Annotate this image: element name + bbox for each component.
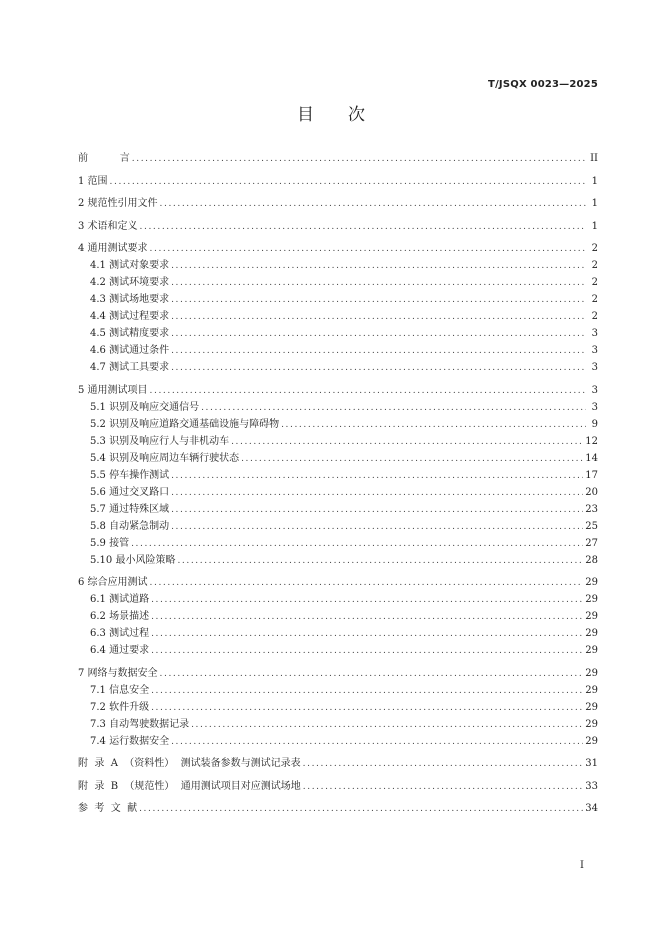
toc-entry-label: 2 规范性引用文件 bbox=[78, 198, 158, 209]
toc-entry-label: 附 录 B （规范性） 通用测试项目对应测试场地 bbox=[78, 780, 301, 792]
toc-entry-label: 5.10 最小风险策略 bbox=[90, 554, 176, 566]
toc-entry[interactable] bbox=[78, 608, 598, 625]
toc-entry-page: 9 bbox=[591, 418, 598, 430]
toc-entry-label: 7 网络与数据安全 bbox=[78, 667, 158, 679]
toc-entry-page: 28 bbox=[585, 554, 598, 566]
toc-entry[interactable] bbox=[78, 257, 598, 274]
toc-entry-label: 1 范围 bbox=[78, 175, 108, 187]
footer-page-number: I bbox=[580, 860, 584, 871]
toc-entry-label: 4.5 测试精度要求 bbox=[90, 328, 170, 339]
toc-entry-page: 14 bbox=[585, 452, 598, 464]
toc-entry[interactable] bbox=[78, 433, 598, 450]
toc-entry-label: 6.4 通过要求 bbox=[90, 645, 150, 656]
title-char-1: 目 bbox=[297, 105, 314, 125]
toc-leader-dots bbox=[132, 151, 586, 168]
toc-entry-page: 2 bbox=[591, 311, 598, 322]
toc-leader-dots bbox=[171, 485, 583, 502]
toc-entry-page: 29 bbox=[585, 611, 598, 622]
toc-entry-label: 4.4 测试过程要求 bbox=[90, 311, 170, 322]
toc-entry-page: 25 bbox=[585, 520, 598, 532]
toc-entry[interactable] bbox=[78, 218, 598, 235]
toc-entry-label: 7.3 自动驾驶数据记录 bbox=[90, 718, 190, 730]
toc-entry-page: 1 bbox=[591, 220, 598, 232]
toc-entry-label: 4.7 测试工具要求 bbox=[90, 362, 170, 373]
toc-entry[interactable] bbox=[78, 240, 598, 257]
toc-entry[interactable] bbox=[78, 518, 598, 535]
toc-entry-page: 29 bbox=[585, 701, 598, 713]
toc-entry[interactable] bbox=[78, 359, 598, 376]
toc-entry-label: 7.2 软件升级 bbox=[90, 701, 150, 713]
toc-leader-dots bbox=[171, 468, 583, 485]
toc-entry[interactable] bbox=[78, 591, 598, 608]
toc-entry[interactable] bbox=[78, 416, 598, 433]
toc-entry[interactable] bbox=[78, 382, 598, 399]
toc-entry-page: 17 bbox=[585, 469, 598, 481]
toc-entry-page: 23 bbox=[585, 503, 598, 515]
toc-entry-page: 29 bbox=[585, 628, 598, 639]
toc-entry-page: 1 bbox=[591, 175, 598, 187]
toc-leader-dots bbox=[171, 519, 583, 536]
toc-leader-dots bbox=[150, 575, 584, 592]
toc-leader-dots bbox=[151, 592, 583, 609]
toc-leader-dots bbox=[171, 326, 586, 343]
toc-entry-page: 1 bbox=[591, 198, 598, 209]
toc-entry[interactable] bbox=[78, 642, 598, 659]
toc-entry[interactable] bbox=[78, 484, 598, 501]
toc-leader-dots bbox=[160, 196, 586, 213]
toc-entry[interactable] bbox=[78, 399, 598, 416]
toc-leader-dots bbox=[151, 609, 583, 626]
toc-leader-dots bbox=[160, 666, 584, 683]
toc-entry-label: 3 术语和定义 bbox=[78, 220, 138, 232]
toc-entry-page: 3 bbox=[591, 362, 598, 373]
toc-entry-label: 4.1 测试对象要求 bbox=[90, 260, 170, 271]
toc-entry-label: 5.9 接管 bbox=[90, 537, 130, 549]
toc-entry-page: 29 bbox=[585, 594, 598, 605]
toc-leader-dots bbox=[303, 779, 583, 796]
toc-entry-page: 31 bbox=[585, 758, 598, 769]
toc-entry-label: 6.3 测试过程 bbox=[90, 628, 150, 639]
toc-leader-dots bbox=[151, 683, 583, 700]
toc-entry-label: 前 言 bbox=[78, 153, 130, 164]
toc-entry[interactable] bbox=[78, 699, 598, 716]
toc-entry[interactable] bbox=[78, 150, 598, 167]
toc-leader-dots bbox=[303, 756, 584, 773]
toc-entry[interactable] bbox=[78, 450, 598, 467]
toc-entry-label: 7.4 运行数据安全 bbox=[90, 735, 170, 747]
toc-entry[interactable] bbox=[78, 574, 598, 591]
toc-entry-page: 29 bbox=[585, 684, 598, 696]
toc-entry-page: 29 bbox=[585, 577, 598, 588]
toc-leader-dots bbox=[139, 801, 583, 818]
toc-entry[interactable] bbox=[78, 716, 598, 733]
toc-entry-label: 5.5 停车操作测试 bbox=[90, 469, 170, 481]
toc-leader-dots bbox=[171, 309, 586, 326]
toc-entry-label: 6.2 场景描述 bbox=[90, 611, 150, 622]
toc-entry-label: 4.6 测试通过条件 bbox=[90, 345, 170, 356]
toc-leader-dots bbox=[110, 174, 586, 191]
toc-entry[interactable] bbox=[78, 501, 598, 518]
toc-entry[interactable] bbox=[78, 755, 598, 772]
toc-entry-label: 6.1 测试道路 bbox=[90, 594, 150, 605]
table-of-contents bbox=[78, 150, 598, 817]
toc-leader-dots bbox=[140, 219, 586, 236]
toc-entry[interactable] bbox=[78, 552, 598, 569]
toc-leader-dots bbox=[171, 360, 586, 377]
toc-entry[interactable] bbox=[78, 173, 598, 190]
toc-entry[interactable] bbox=[78, 308, 598, 325]
toc-leader-dots bbox=[231, 434, 583, 451]
toc-entry-page: 29 bbox=[585, 718, 598, 730]
toc-leader-dots bbox=[151, 626, 583, 643]
toc-leader-dots bbox=[191, 717, 583, 734]
toc-entry-label: 4.2 测试环境要求 bbox=[90, 277, 170, 288]
toc-entry-label: 4.3 测试场地要求 bbox=[90, 294, 170, 305]
toc-entry[interactable] bbox=[78, 535, 598, 552]
toc-entry-page: 29 bbox=[585, 667, 598, 679]
toc-entry[interactable] bbox=[78, 665, 598, 682]
toc-entry-page: 2 bbox=[591, 243, 598, 254]
toc-leader-dots bbox=[171, 502, 583, 519]
toc-entry-page: 2 bbox=[591, 294, 598, 305]
toc-entry-label: 5.8 自动紧急制动 bbox=[90, 520, 170, 532]
toc-leader-dots bbox=[171, 734, 583, 751]
toc-entry-page: 3 bbox=[591, 401, 598, 413]
toc-leader-dots bbox=[281, 417, 586, 434]
toc-leader-dots bbox=[151, 643, 583, 660]
toc-entry[interactable] bbox=[78, 778, 598, 795]
toc-entry[interactable] bbox=[78, 733, 598, 750]
toc-entry-page: 3 bbox=[591, 345, 598, 356]
toc-entry-label: 5.7 通过特殊区域 bbox=[90, 503, 170, 515]
toc-entry-page: 27 bbox=[585, 537, 598, 549]
toc-leader-dots bbox=[201, 400, 586, 417]
toc-leader-dots bbox=[151, 700, 583, 717]
toc-leader-dots bbox=[171, 343, 586, 360]
toc-entry-label: 参 考 文 献 bbox=[78, 803, 138, 814]
toc-entry-label: 5.4 识别及响应周边车辆行驶状态 bbox=[90, 452, 240, 464]
toc-entry-page: 2 bbox=[591, 277, 598, 288]
toc-entry[interactable] bbox=[78, 342, 598, 359]
toc-entry-page: 29 bbox=[585, 735, 598, 747]
toc-entry-label: 5.3 识别及响应行人与非机动车 bbox=[90, 435, 230, 447]
toc-entry-page: 33 bbox=[585, 780, 598, 792]
toc-leader-dots bbox=[241, 451, 583, 468]
toc-entry-label: 5 通用测试项目 bbox=[78, 384, 148, 396]
toc-entry-page: II bbox=[590, 153, 598, 164]
toc-entry[interactable] bbox=[78, 325, 598, 342]
toc-entry[interactable] bbox=[78, 274, 598, 291]
toc-entry[interactable] bbox=[78, 682, 598, 699]
toc-entry-page: 29 bbox=[585, 645, 598, 656]
toc-entry-label: 5.2 识别及响应道路交通基础设施与障碍物 bbox=[90, 418, 280, 430]
toc-entry-label: 附 录 A （资料性） 测试装备参数与测试记录表 bbox=[78, 758, 301, 769]
toc-entry[interactable] bbox=[78, 195, 598, 212]
toc-entry-label: 5.6 通过交叉路口 bbox=[90, 486, 170, 498]
toc-leader-dots bbox=[171, 258, 586, 275]
toc-entry-page: 2 bbox=[591, 260, 598, 271]
toc-entry-page: 20 bbox=[585, 486, 598, 498]
toc-entry-label: 7.1 信息安全 bbox=[90, 684, 150, 696]
toc-entry-label: 4 通用测试要求 bbox=[78, 243, 148, 254]
toc-leader-dots bbox=[171, 292, 586, 309]
toc-entry-label: 6 综合应用测试 bbox=[78, 577, 148, 588]
toc-leader-dots bbox=[131, 536, 583, 553]
toc-leader-dots bbox=[177, 553, 583, 570]
toc-entry-page: 34 bbox=[585, 803, 598, 814]
toc-leader-dots bbox=[150, 241, 586, 258]
toc-entry-page: 3 bbox=[591, 328, 598, 339]
toc-leader-dots bbox=[171, 275, 586, 292]
toc-entry[interactable] bbox=[78, 291, 598, 308]
toc-leader-dots bbox=[150, 383, 586, 400]
title-char-2: 次 bbox=[348, 105, 365, 125]
document-code: T/JSQX 0023—2025 bbox=[488, 79, 598, 90]
toc-entry[interactable] bbox=[78, 467, 598, 484]
toc-entry-page: 12 bbox=[585, 435, 598, 447]
toc-entry[interactable] bbox=[78, 625, 598, 642]
page-title bbox=[0, 100, 662, 125]
toc-entry-label: 5.1 识别及响应交通信号 bbox=[90, 401, 200, 413]
toc-entry-page: 3 bbox=[591, 384, 598, 396]
toc-entry[interactable] bbox=[78, 800, 598, 817]
